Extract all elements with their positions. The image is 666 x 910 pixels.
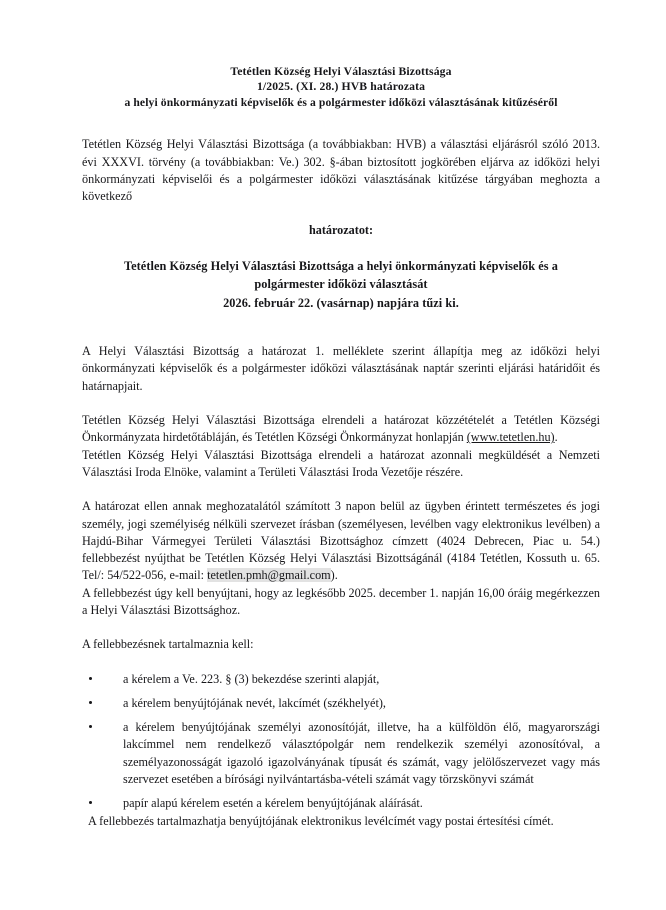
list-item-label: papír alapú kérelem esetén a kérelem benyújtójának aláírását. (123, 796, 423, 811)
resolution-block (82, 257, 600, 312)
spacer (82, 110, 600, 136)
document-header (82, 64, 600, 110)
annex-paragraph: A Helyi Választási Bizottság a határozat 1. melléklete szerint állapítja meg az időközi helyi önkormányzati képviselők és a polgármester időközi választásának naptár szerinti eljárási határidőit és határnapjait. (82, 344, 600, 393)
resolution-line-2: polgármester időközi választását (254, 277, 428, 292)
spacer (82, 654, 600, 671)
spacer (82, 395, 600, 412)
spacer (82, 205, 600, 222)
resolution-line-1: Tetétlen Község Helyi Választási Bizottsága a helyi önkormányzati képviselők és a (124, 258, 558, 273)
appeal-requirements-list (82, 671, 600, 813)
list-item (82, 671, 600, 688)
resolution-line-3: 2026. február 22. (vasárnap) napjára tűzi ki. (223, 295, 459, 310)
spacer (82, 619, 600, 636)
deadline-paragraph: A fellebbezést úgy kell benyújtani, hogy az legkésőbb 2025. december 1. napján 16,00 óráig megérkezzen a Helyi Választási Bizottsághoz. (82, 585, 600, 617)
list-item (82, 719, 600, 788)
email-link[interactable]: tetetlen.pmh@gmail.com (207, 568, 331, 583)
document-content (82, 64, 600, 830)
list-item (82, 795, 600, 812)
list-item-label: a kérelem a Ve. 223. § (3) bekezdése szerinti alapját, (123, 671, 380, 686)
appeal-text-after-email: ). (330, 568, 338, 583)
spacer (82, 481, 600, 498)
publication-text-after-link: . (554, 430, 558, 445)
header-line-subject: a helyi önkormányzati képviselők és a polgármester időközi választásának kitűzéséről (124, 95, 558, 109)
list-intro: A fellebbezésnek tartalmaznia kell: (82, 637, 254, 652)
intro-paragraph: Tetétlen Község Helyi Választási Bizottsága (a továbbiakban: HVB) a választási eljárásról szóló 2013. évi XXXVI. törvény (a továbbiakban: Ve.) 302. §-ában biztosított jogkörében eljárva az időközi helyi önkormányzati képviselői és a polgármester időközi választásának kitűzése tárgyában meghozta a következő (82, 137, 600, 204)
bullet-icon (89, 725, 92, 728)
header-line-committee: Tetétlen Község Helyi Választási Bizottsága (230, 65, 452, 78)
publication-text-before-link: Tetétlen Község Helyi Választási Bizottsága elrendeli a határozat közzétételét a Tetétlen Községi Önkormányzata hirdetőtábláján, és Tetétlen Községi Önkormányzat honlapján (82, 413, 600, 445)
list-item-label: a kérelem benyújtójának nevét, lakcímét (székhelyét), (123, 695, 386, 710)
dispatch-paragraph: Tetétlen Község Helyi Választási Bizottsága elrendeli a határozat azonnali megküldését a Nemzeti Választási Iroda Elnöke, valamint a Területi Választási Iroda Vezetője részére. (82, 447, 600, 479)
spacer (82, 240, 600, 257)
publication-paragraph (82, 412, 600, 447)
bullet-icon (89, 677, 92, 680)
bullet-icon (89, 701, 92, 704)
resolution-keyword: határozatot: (308, 223, 374, 238)
list-item (82, 695, 600, 712)
appeal-paragraph (82, 498, 600, 584)
website-link[interactable]: (www.tetetlen.hu) (466, 430, 555, 445)
list-trailing-note: A fellebbezés tartalmazhatja benyújtójának elektronikus levélcímét vagy postai értesítési címét. (88, 813, 554, 828)
spacer (82, 312, 600, 338)
appeal-text-before-email: A határozat ellen annak meghozatalától számított 3 napon belül az ügyben érintett természetes és jogi személy, jogi személyiség nélküli szervezet írásban (személyesen, levélben vagy elektronikus levélben) a Hajdú-Bihar Vármegyei Területi Választási Bizottsághoz címzett (4024 Debrecen, Piac u. 54.) fellebbezést nyújthat be Tetétlen Község Helyi Választási Bizottságánál (4184 Tetétlen, Kossuth u. 65. Tel/: 54/522-056, e-mail: (82, 499, 600, 583)
list-item-label: a kérelem benyújtójának személyi azonosítóját, illetve, ha a külföldön élő, magyarországi lakcímmel nem rendelkező választópolgár nem rendelkezik személyi azonosítóval, a személyazonosságát igazoló igazolványának típusát és számát, vagy jelölőszervezet vagy más szervezet esetében a bírósági nyilvántartásba-vételi számát vagy törzskönyvi számát (123, 720, 600, 787)
bullet-icon (89, 801, 92, 804)
header-line-decision-number: 1/2025. (XI. 28.) HVB határozata (256, 80, 426, 94)
